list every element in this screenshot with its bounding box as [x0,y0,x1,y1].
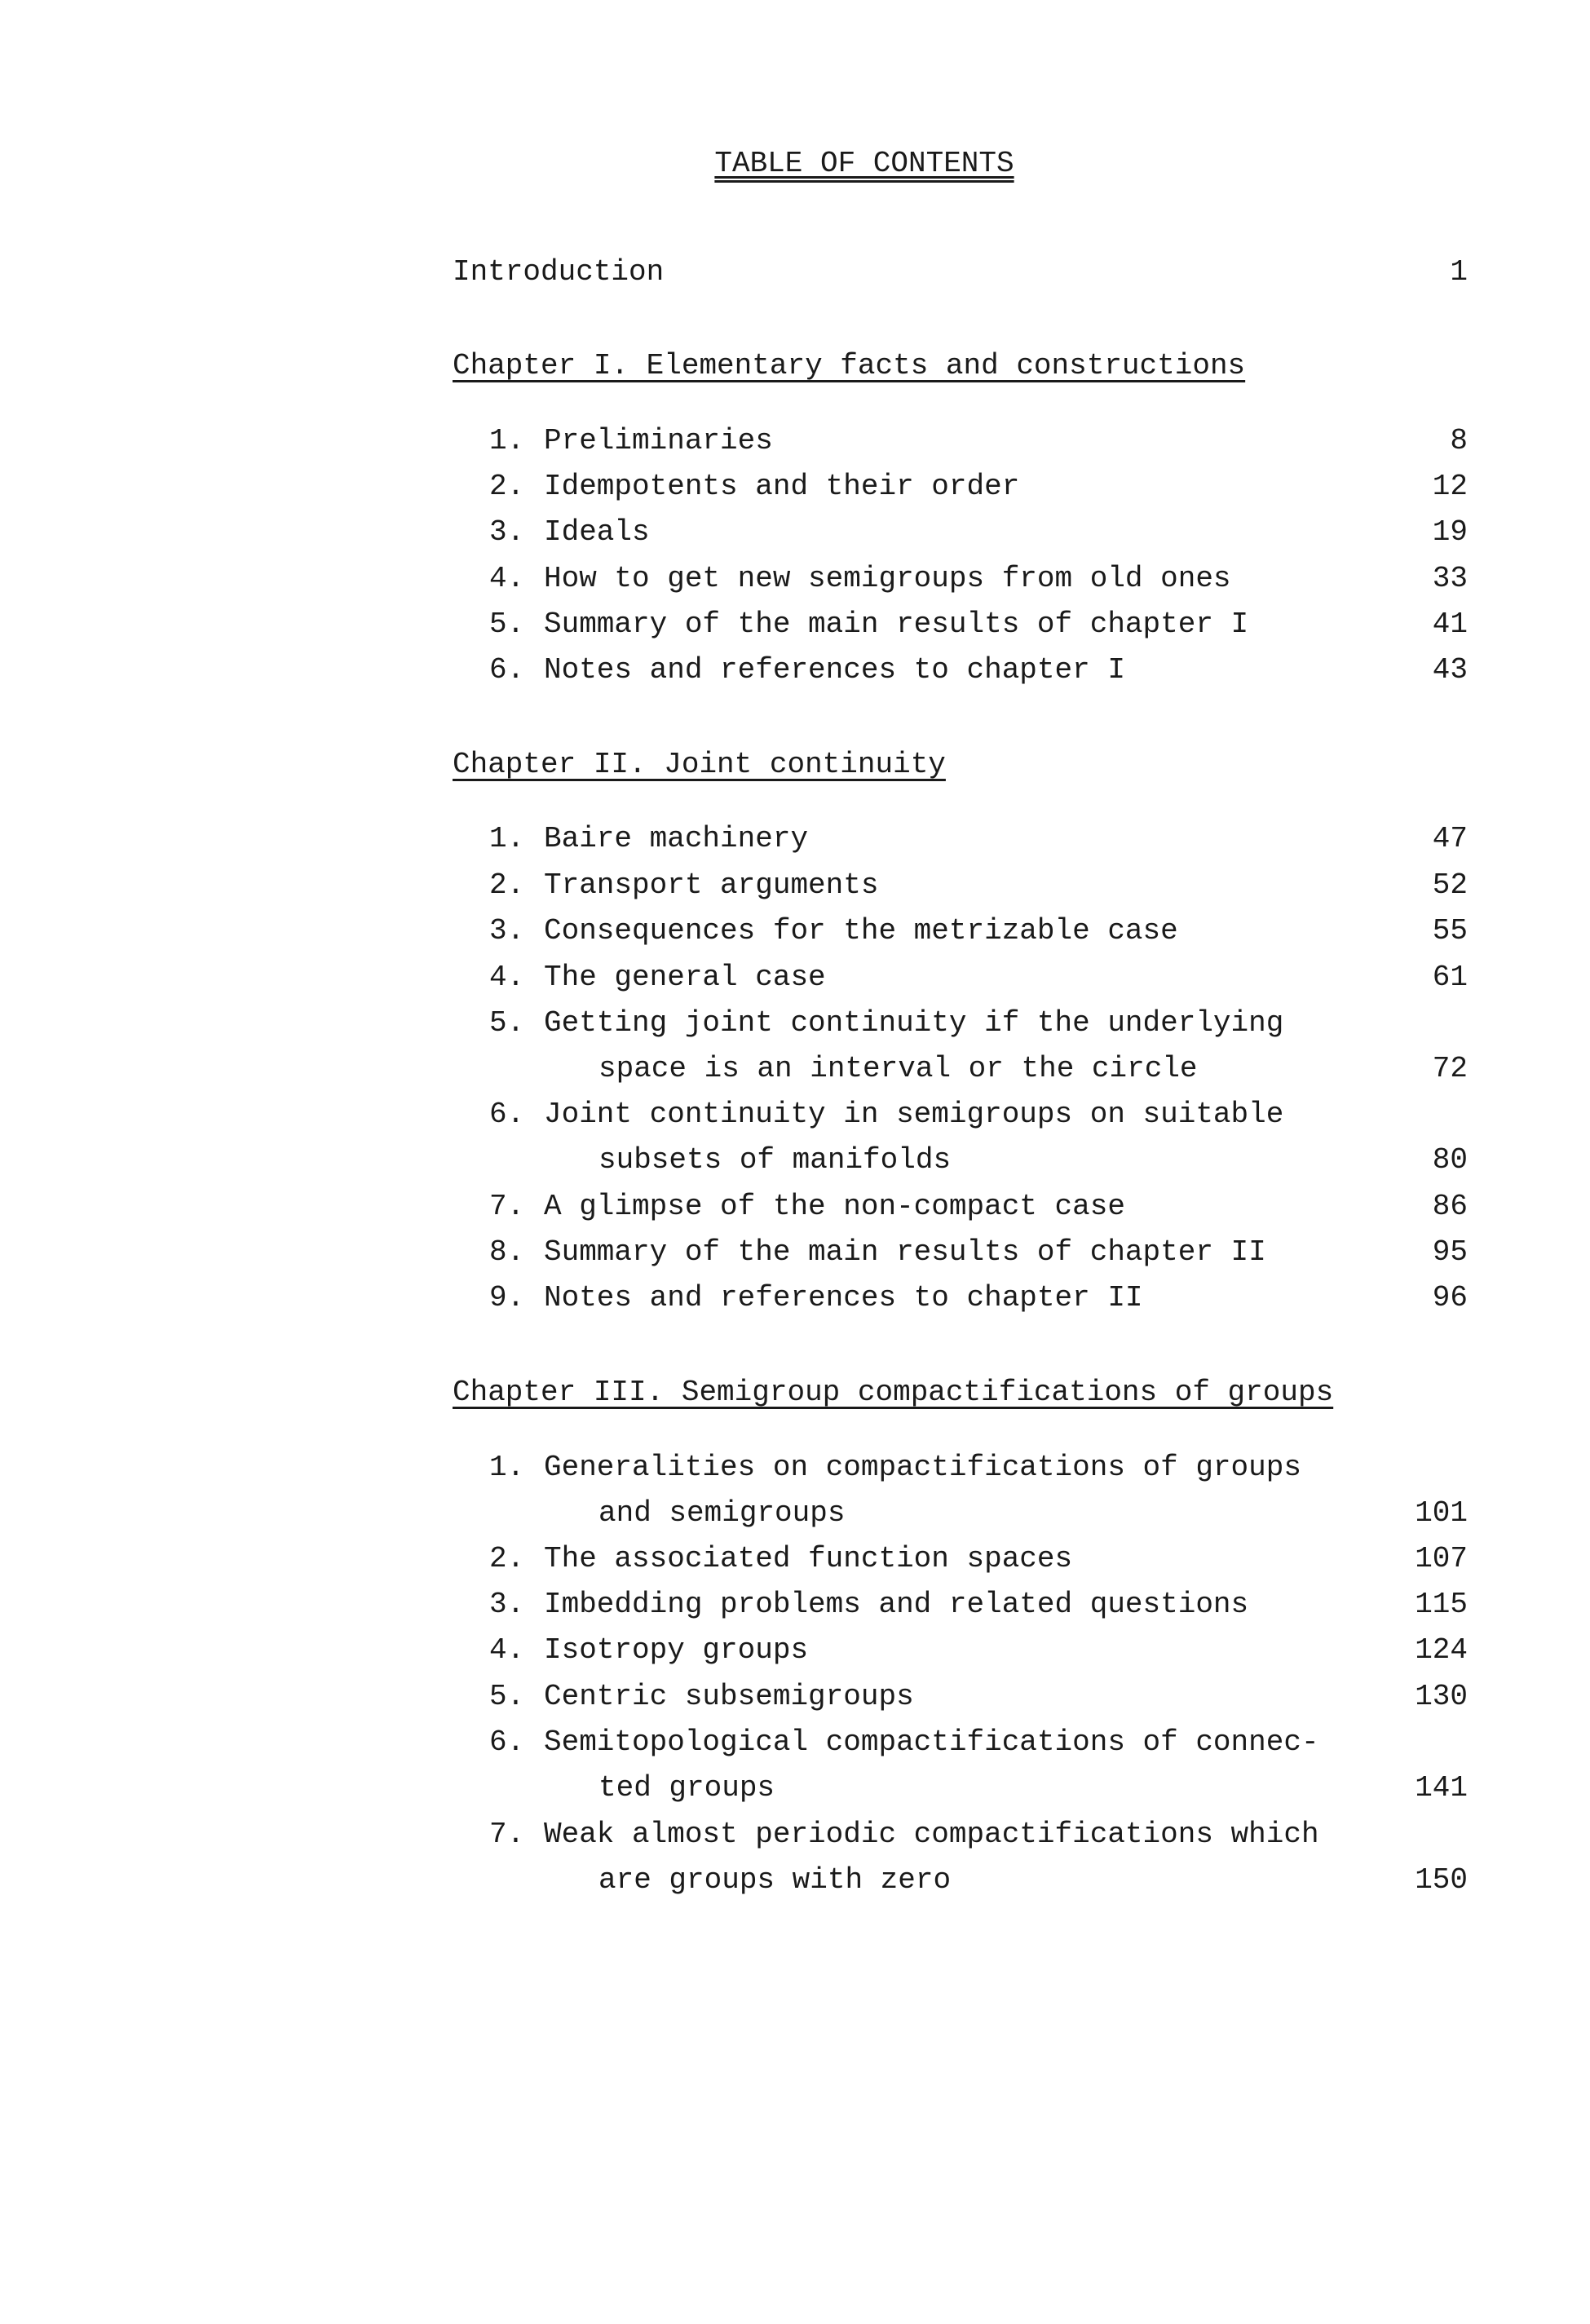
toc-page-number: 80 [1432,1143,1468,1177]
toc-entry-title: Baire machinery [544,822,809,855]
toc-entry-number: 2. [489,470,525,503]
toc-entry-title: Summary of the main results of chapter II [544,1235,1266,1269]
toc-page-number: 55 [1432,914,1468,948]
toc-entry-title: A glimpse of the non-compact case [544,1190,1125,1223]
toc-entry-number: 2. [489,868,525,902]
toc-entry-number: 5. [489,1006,525,1040]
toc-page-number: 52 [1432,868,1468,902]
toc-page-number: 101 [1415,1496,1468,1530]
toc-entry-title: How to get new semigroups from old ones [544,562,1231,595]
toc-page-number: 130 [1415,1680,1468,1713]
toc-entry-number: 1. [489,822,525,855]
toc-page-number: 8 [1450,424,1468,457]
toc-entry-title-continued: and semigroups [598,1496,846,1530]
toc-entry-introduction: Introduction [453,255,665,289]
toc-entry-title-continued: space is an interval or the circle [598,1052,1198,1085]
toc-entry-number: 3. [489,914,525,948]
toc-entry-number: 6. [489,1725,525,1759]
toc-page-number: 72 [1432,1052,1468,1085]
toc-entry-number: 2. [489,1542,525,1575]
chapter-heading-1: Chapter I. Elementary facts and constructions [453,349,1246,382]
toc-entry-title: Weak almost periodic compactifications which [544,1818,1319,1851]
toc-page-number: 1 [1450,255,1468,289]
toc-entry-number: 6. [489,653,525,687]
toc-entry-title: Centric subsemigroups [544,1680,914,1713]
toc-entry-title-continued: ted groups [598,1771,775,1805]
toc-entry-title: Getting joint continuity if the underlying [544,1006,1284,1040]
toc-page-number: 150 [1415,1863,1468,1897]
toc-entry-title-continued: are groups with zero [598,1863,952,1897]
toc-entry-number: 4. [489,562,525,595]
toc-entry-number: 9. [489,1281,525,1314]
toc-entry-title: Ideals [544,515,650,549]
toc-entry-title: Joint continuity in semigroups on suitable [544,1098,1284,1131]
toc-page-number: 141 [1415,1771,1468,1805]
toc-page-number: 33 [1432,562,1468,595]
toc-entry-title: The general case [544,961,826,994]
toc-entry-title: Consequences for the metrizable case [544,914,1178,948]
toc-page-number: 41 [1432,608,1468,641]
toc-entry-title: Generalities on compactifications of groups [544,1451,1301,1484]
toc-page-number: 47 [1432,822,1468,855]
toc-entry-title: Isotropy groups [544,1633,809,1667]
toc-entry-title: Imbedding problems and related questions [544,1588,1249,1621]
toc-entry-title: Idempotents and their order [544,470,1020,503]
toc-page-number: 19 [1432,515,1468,549]
toc-entry-number: 5. [489,1680,525,1713]
toc-entry-number: 3. [489,1588,525,1621]
toc-page-number: 86 [1432,1190,1468,1223]
toc-entry-number: 4. [489,961,525,994]
toc-entry-number: 5. [489,608,525,641]
toc-entry-number: 8. [489,1235,525,1269]
toc-entry-number: 4. [489,1633,525,1667]
toc-page-number: 12 [1432,470,1468,503]
toc-page-number: 43 [1432,653,1468,687]
toc-entry-title: Notes and references to chapter I [544,653,1125,687]
toc-entry-title: Summary of the main results of chapter I [544,608,1249,641]
toc-entry-title: Preliminaries [544,424,773,457]
toc-entry-title: Semitopological compactifications of connec- [544,1725,1319,1759]
toc-entry-title: Transport arguments [544,868,879,902]
toc-entry-number: 1. [489,1451,525,1484]
page-title: TABLE OF CONTENTS [714,147,1014,180]
toc-page-number: 115 [1415,1588,1468,1621]
toc-page-number: 96 [1432,1281,1468,1314]
toc-page-number: 61 [1432,961,1468,994]
chapter-heading-3: Chapter III. Semigroup compactifications of groups [453,1376,1334,1409]
toc-entry-number: 7. [489,1818,525,1851]
toc-entry-number: 1. [489,424,525,457]
toc-entry-title-continued: subsets of manifolds [598,1143,952,1177]
toc-entry-number: 7. [489,1190,525,1223]
toc-entry-number: 3. [489,515,525,549]
toc-page-number: 95 [1432,1235,1468,1269]
chapter-heading-2: Chapter II. Joint continuity [453,748,946,781]
toc-page-number: 124 [1415,1633,1468,1667]
toc-page-number: 107 [1415,1542,1468,1575]
toc-entry-title: The associated function spaces [544,1542,1073,1575]
toc-entry-number: 6. [489,1098,525,1131]
toc-entry-title: Notes and references to chapter II [544,1281,1143,1314]
